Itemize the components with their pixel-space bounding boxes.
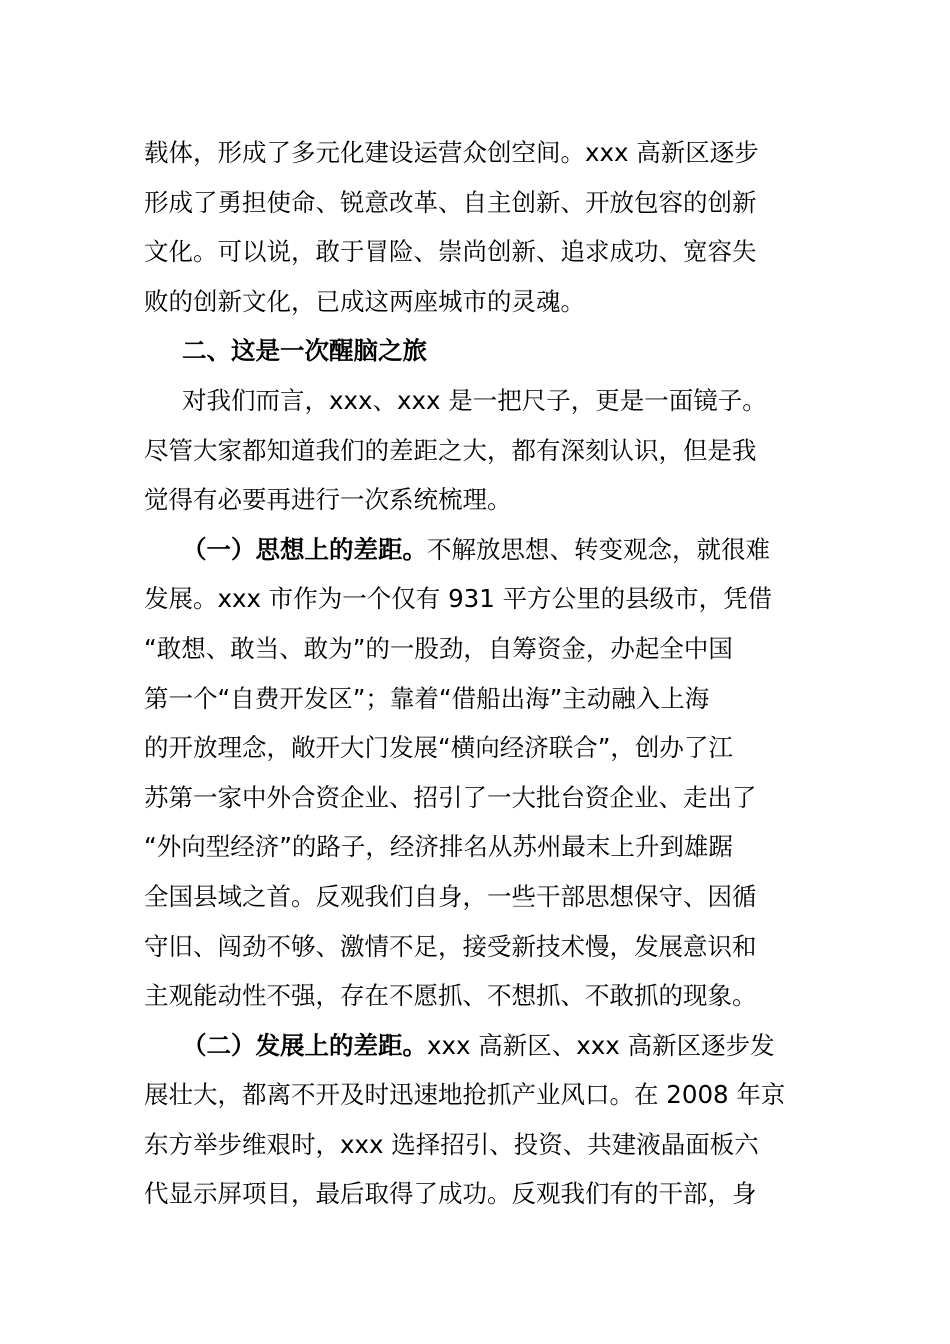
document-body: [144, 128, 824, 1219]
text-line: 发展。xxx 市作为一个仅有 931 平方公里的县级市，凭借: [144, 584, 773, 614]
text-line: “外向型经济”的路子，经济排名从苏州最末上升到雄踞: [144, 832, 733, 862]
text-line: 载体，形成了多元化建设运营众创空间。xxx 高新区逐步: [144, 138, 759, 167]
text-line: 代显示屏项目，最后取得了成功。反观我们有的干部，身: [144, 1179, 757, 1209]
text-line: 形成了勇担使命、锐意改革、自主创新、开放包容的创新: [144, 187, 757, 217]
subsection-heading: （一）思想上的差距。: [182, 534, 427, 564]
text-line: 第一个“自费开发区”；靠着“借船出海”主动融入上海: [144, 683, 710, 713]
text-line: 守旧、闯劲不够、激情不足，接受新技术慢，发展意识和: [144, 931, 757, 961]
text-line: [144, 1021, 824, 1071]
text-line: 全国县域之首。反观我们自身，一些干部思想保守、因循: [144, 881, 757, 911]
text-line: 觉得有必要再进行一次系统梳理。: [144, 485, 512, 515]
text-line: [144, 525, 824, 575]
text-line: 尽管大家都知道我们的差距之大，都有深刻认识，但是我: [144, 435, 757, 465]
text-line: 对我们而言，xxx、xxx 是一把尺子，更是一面镜子。: [182, 385, 767, 415]
section-heading: 二、这是一次醒脑之旅: [182, 336, 427, 366]
text-line: 东方举步维艰时，xxx 选择招引、投资、共建液晶面板六: [144, 1129, 759, 1159]
text-line: 展壮大，都离不开及时迅速地抢抓产业风口。在 2008 年京: [144, 1080, 786, 1110]
text-line: 的开放理念，敞开大门发展“横向经济联合”，创办了江: [144, 733, 733, 763]
text-segment: xxx 高新区、xxx 高新区逐步发: [427, 1030, 775, 1060]
text-line: 文化。可以说，敢于冒险、崇尚创新、追求成功、宽容失: [144, 237, 757, 267]
text-line: 苏第一家中外合资企业、招引了一大批台资企业、走出了: [144, 782, 757, 812]
text-line: 主观能动性不强，存在不愿抓、不想抓、不敢抓的现象。: [144, 981, 757, 1011]
text-line: 败的创新文化，已成这两座城市的灵魂。: [144, 286, 585, 316]
text-line: “敢想、敢当、敢为”的一股劲，自筹资金，办起全中国: [144, 633, 733, 663]
subsection-heading: （二）发展上的差距。: [182, 1030, 427, 1060]
text-segment: 不解放思想、转变观念，就很难: [427, 534, 770, 564]
